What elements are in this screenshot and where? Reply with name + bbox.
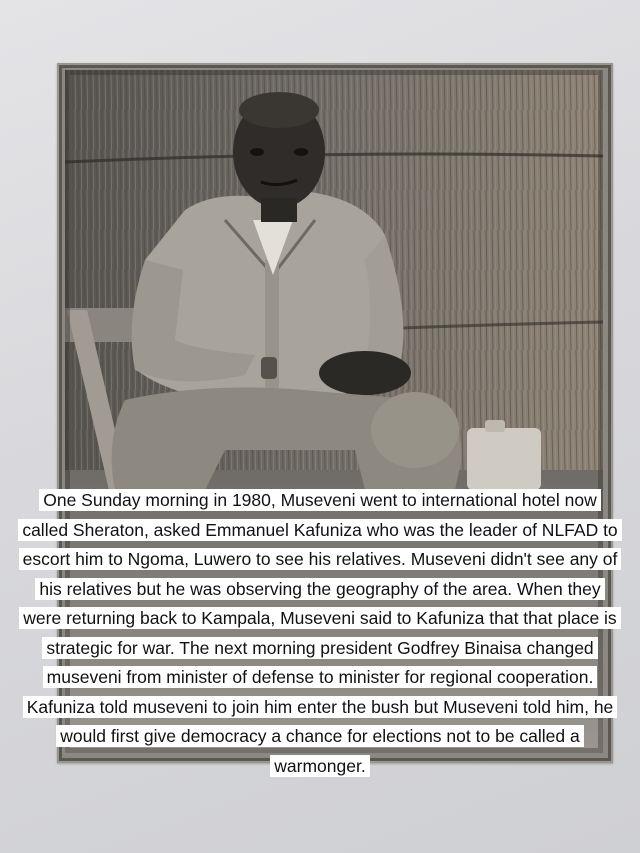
- story-caption: [16, 486, 624, 781]
- caption-text: One Sunday morning in 1980, Museveni went to international hotel now called Sheraton, asked Emmanuel Kafuniza who was the leader of NLFAD to escort him to Ngoma, Luwero to see his relatives. Museveni didn't see any of his relatives but he was observing the geography of the area. When they were returning back to Kampala, Museveni said to Kafuniza that that place is strategic for war. The next morning president Godfrey Binaisa changed museveni from minister of defense to minister for regional cooperation. Kafuniza told museveni to join him enter the bush but Museveni told him, he would first give democracy a chance for elections not to be called a warmonger.: [18, 489, 621, 777]
